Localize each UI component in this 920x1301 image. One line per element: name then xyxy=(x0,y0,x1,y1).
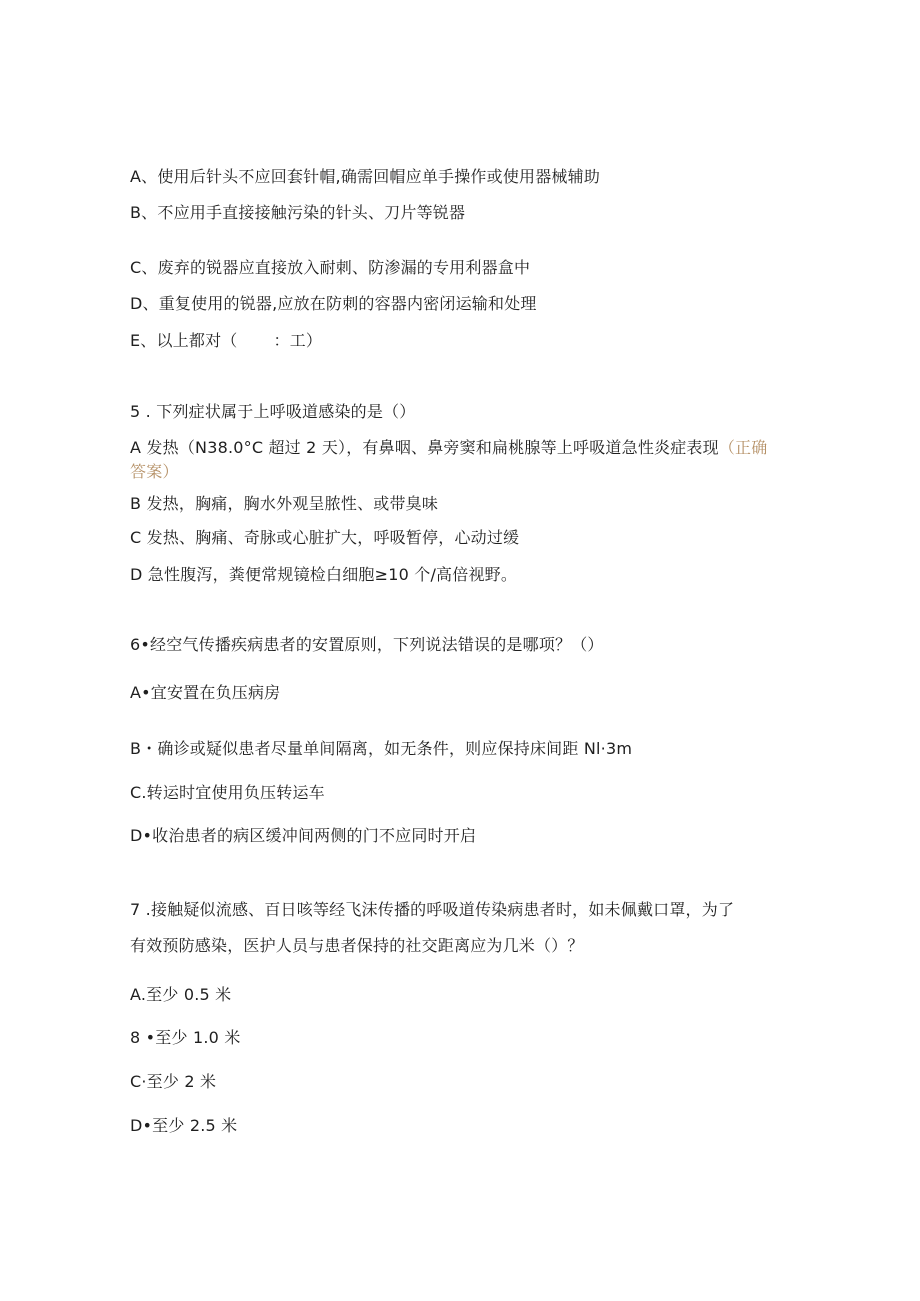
q7-option-a: A.至少 0.5 米 xyxy=(130,985,232,1004)
q4-option-e-text: E、以上都对（ xyxy=(130,331,238,350)
q6-stem: 6•经空气传播疾病患者的安置原则，下列说法错误的是哪项？（） xyxy=(130,635,604,654)
q4-option-b: B、不应用手直接接触污染的针头、刀片等锐器 xyxy=(130,203,466,222)
q7-option-c: C·至少 2 米 xyxy=(130,1072,217,1091)
q4-option-a: A、使用后针头不应回套针帽,确需回帽应单手操作或使用器械辅助 xyxy=(130,167,601,186)
q5-stem: 5 . 下列症状属于上呼吸道感染的是（） xyxy=(130,402,416,421)
q6-option-b: B・确诊或疑似患者尽量单间隔离，如无条件，则应保持床间距 Nl·3m xyxy=(130,739,633,758)
q4-option-e xyxy=(130,330,322,352)
q7-option-d: D•至少 2.5 米 xyxy=(130,1116,238,1135)
q5-option-a-text: A 发热（N38.0°C 超过 2 天），有鼻咽、鼻旁窦和扁桃腺等上呼吸道急性炎症表现 xyxy=(130,438,719,457)
q6-option-c: C.转运时宜使用负压转运车 xyxy=(130,783,325,802)
q4-option-d: D、重复使用的锐器,应放在防刺的容器内密闭运输和处理 xyxy=(130,294,537,313)
q4-option-e-tail: ：工） xyxy=(273,331,323,350)
q4-option-c: C、废弃的锐器应直接放入耐刺、防渗漏的专用利器盒中 xyxy=(130,258,531,277)
q7-option-b: 8 •至少 1.0 米 xyxy=(130,1028,241,1047)
q6-option-d: D•收治患者的病区缓冲间两侧的门不应同时开启 xyxy=(130,826,477,845)
q7-stem-line-1: 7 .接触疑似流感、百日咳等经飞沫传播的呼吸道传染病患者时，如未佩戴口罩，为了 xyxy=(130,900,735,919)
q7-stem-line-2: 有效预防感染，医护人员与患者保持的社交距离应为几米（）？ xyxy=(130,936,584,955)
q6-option-a: A•宜安置在负压病房 xyxy=(130,683,281,702)
q5-option-b: B 发热，胸痛，胸水外观呈脓性、或带臭味 xyxy=(130,494,439,513)
q5-option-a xyxy=(130,437,767,459)
q5-option-d: D 急性腹泻，粪便常规镜检白细胞≥10 个/高倍视野。 xyxy=(130,565,518,584)
q5-option-c: C 发热、胸痛、奇脉或心脏扩大，呼吸暂停，心动过缓 xyxy=(130,528,520,547)
q5-answer-mark: （正确 xyxy=(718,438,768,457)
q5-answer-mark-cont: 答案） xyxy=(130,462,179,481)
